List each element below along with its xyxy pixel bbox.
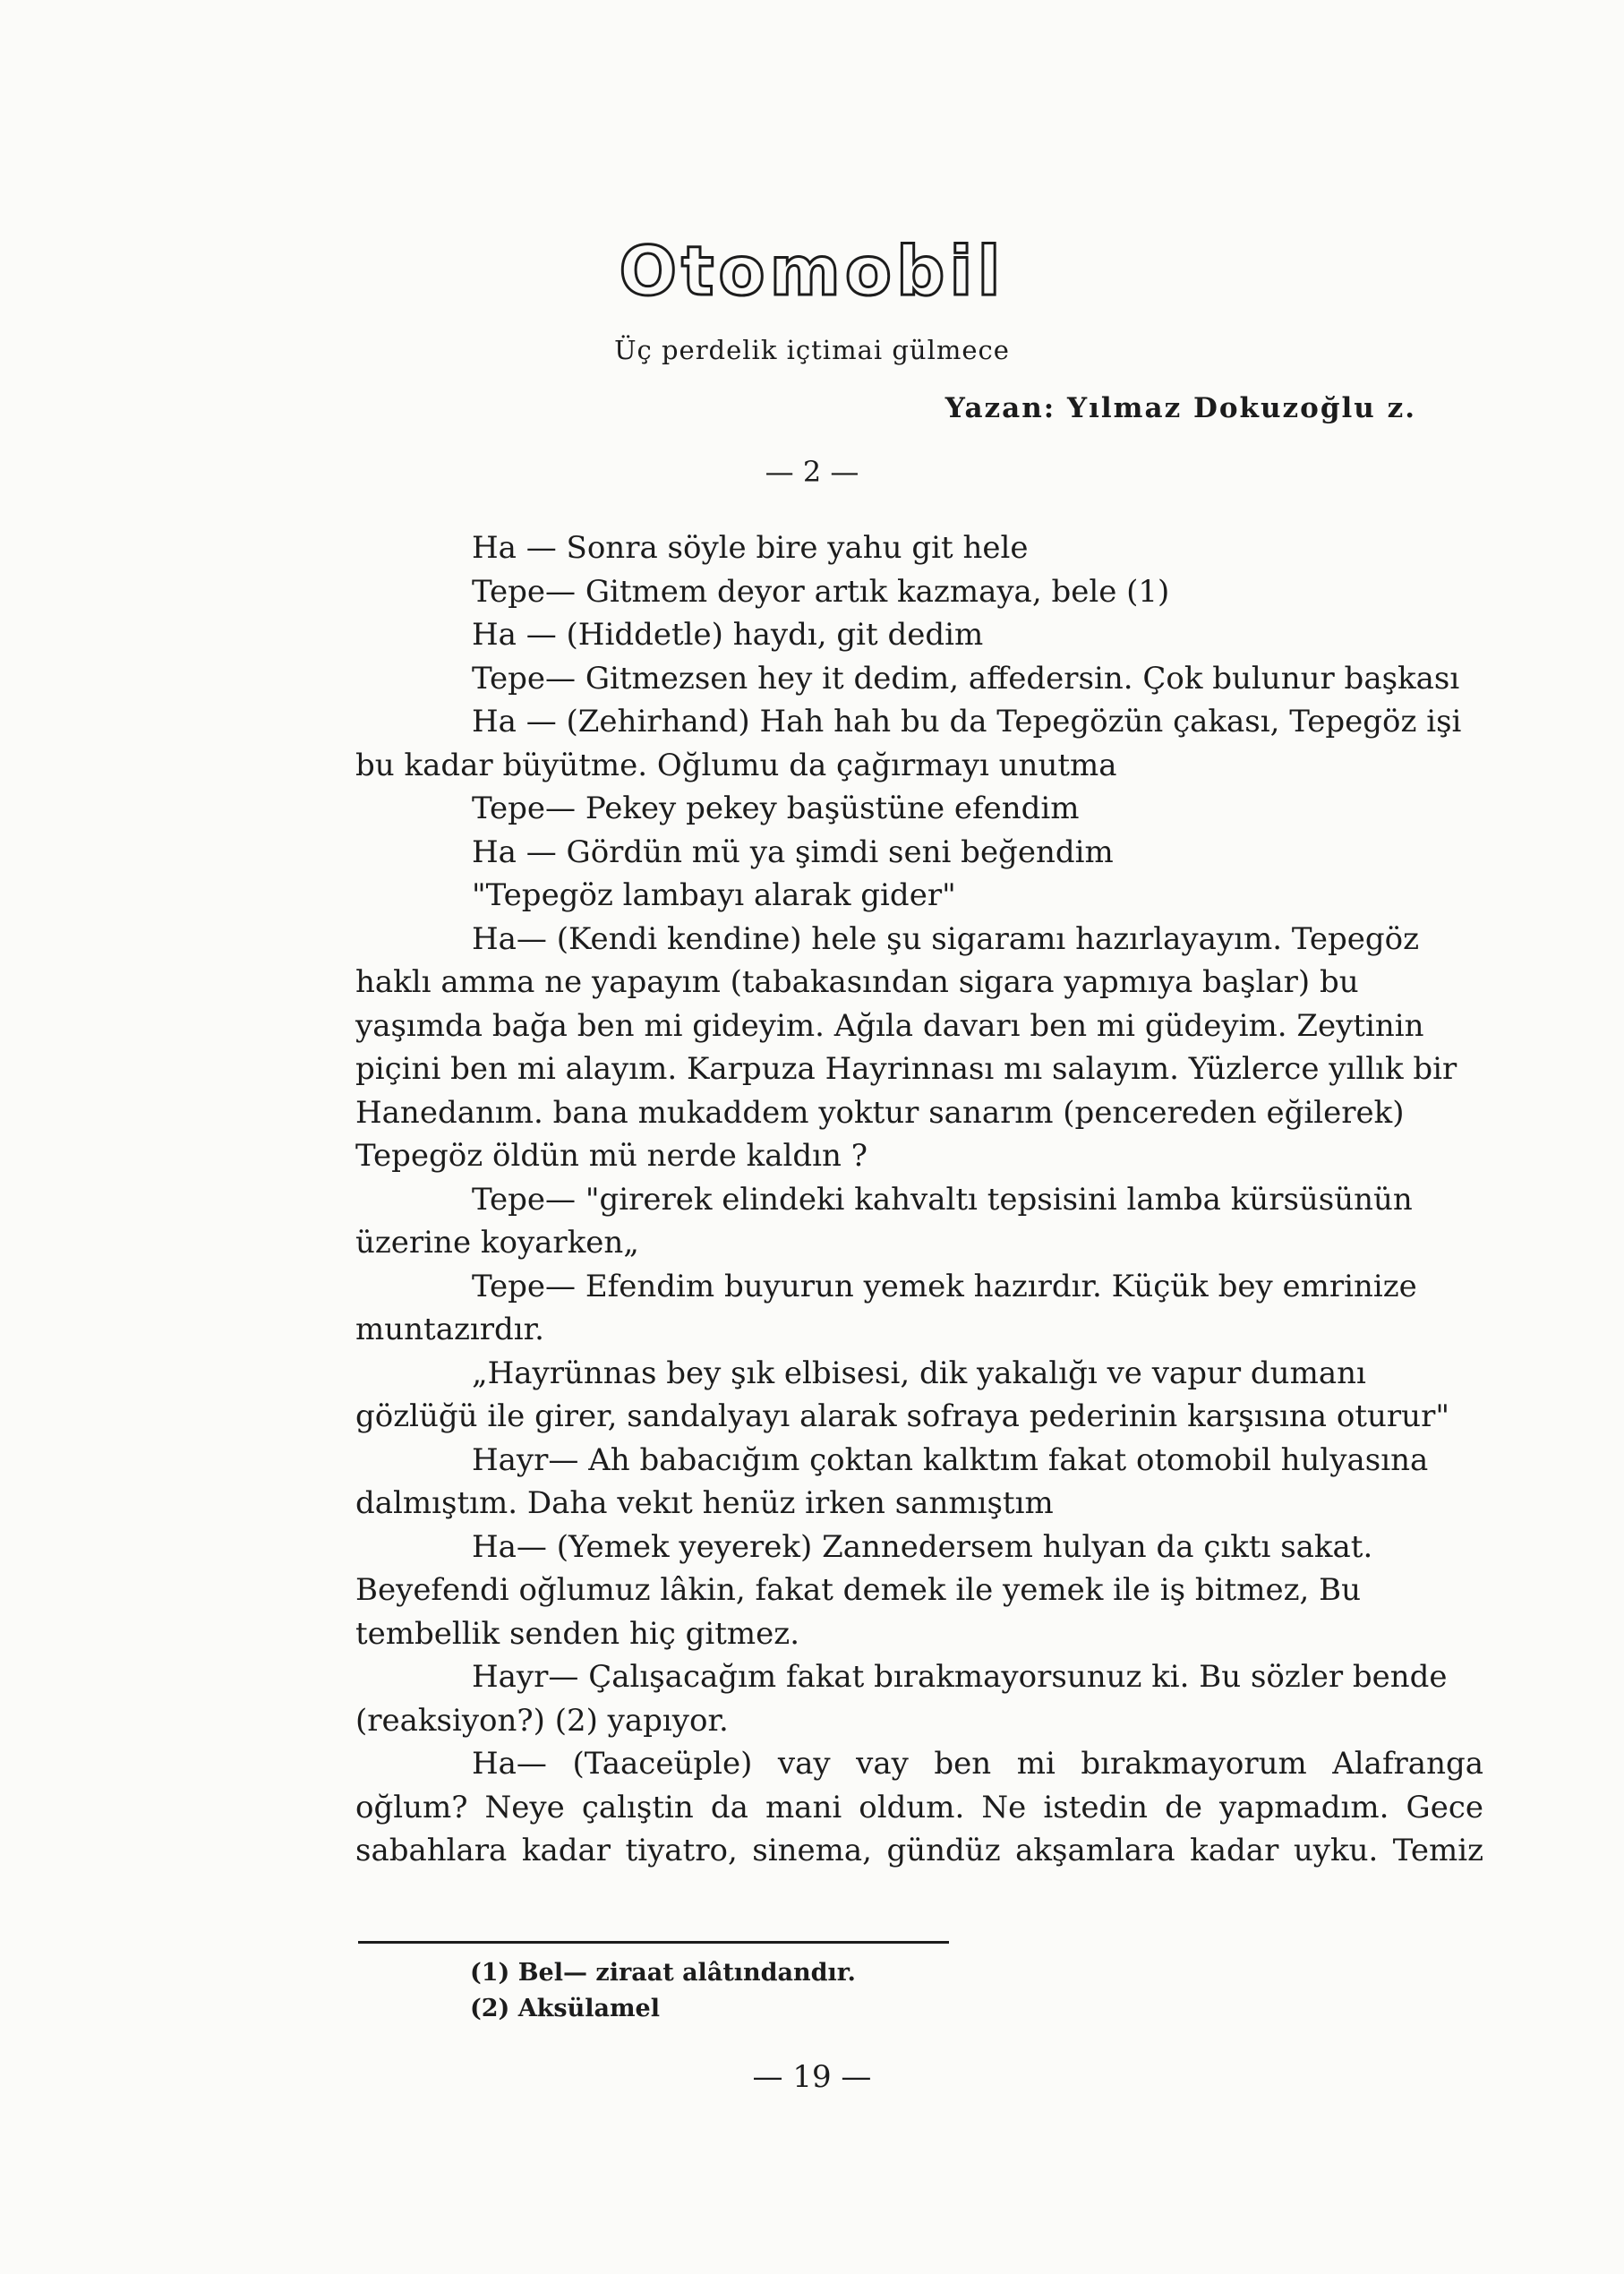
play-text [355, 526, 1483, 1873]
author-line: Yazan: Yılmaz Dokuzoğlu z. [944, 392, 1416, 424]
dialogue-paragraph: Hayr— Çalışacağım fakat bırakmayorsunuz ki. Bu sözler bende (reaksiyon?) (2) yapıyor. [355, 1659, 1448, 1739]
dialogue-paragraph: Ha — Gördün mü ya şimdi seni beğendim [472, 834, 1114, 870]
footnote: (2) Aksülamel [470, 1995, 660, 2022]
dialogue-paragraph: Ha— (Taaceüple) vay vay ben mi bırakmayorum Alafranga oğlum? Neye çalıştin da mani oldum. Ne istedin de yapmadım. Gece sabahlara kadar tiyatro, sinema, gündüz akşamlara kadar uyku. Temiz [355, 1746, 1483, 1868]
play-title: Otomobil [619, 231, 1005, 311]
dialogue-paragraph: Tepe— Gitmezsen hey it dedim, affedersin. Çok bulunur başkası [472, 660, 1460, 697]
footnote-divider [358, 1941, 949, 1944]
footnotes [470, 1955, 856, 2027]
dialogue-paragraph: Tepe— Efendim buyurun yemek hazırdır. Küçük bey emrinize muntazırdır. [355, 1268, 1417, 1347]
dialogue-paragraph: "Tepegöz lambayı alarak gider" [472, 877, 956, 913]
dialogue-paragraph: Ha— (Kendi kendine) hele şu sigaramı hazırlayayım. Tepegöz haklı amma ne yapayım (tabakasından sigara yapmıya başlar) bu yaşımda bağa ben mi gideyim. Ağıla davarı ben mi güdeyim. Zeytinin piçini ben mi alayım. Karpuza Hayrinnası mı salayım. Yüzlerce yıllık bir Hanedanım. bana mukaddem yoktur sanarım (pencereden eğilerek) Tepegöz öldün mü nerde kaldın ? [355, 920, 1457, 1174]
dialogue-paragraph: „Hayrünnas bey şık elbisesi, dik yakalığı ve vapur dumanı gözlüğü ile girer, sandalyayı alarak sofraya pederinin karşısına oturur" [355, 1355, 1449, 1434]
footnote: (1) Bel— ziraat alâtındandır. [470, 1959, 856, 1987]
page-number: — 19 — [752, 2059, 872, 2095]
dialogue-paragraph: Hayr— Ah babacığım çoktan kalktım fakat otomobil hulyasına dalmıştım. Daha vekıt henüz irken sanmıştım [355, 1441, 1429, 1521]
dialogue-paragraph: Ha — (Hiddetle) haydı, git dedim [472, 617, 984, 653]
dialogue-paragraph: Tepe— Gitmem deyor artık kazmaya, bele (1) [472, 573, 1170, 610]
dialogue-paragraph: Tepe— "girerek elindeki kahvaltı tepsisini lamba kürsüsünün üzerine koyarken„ [355, 1181, 1413, 1261]
dialogue-paragraph: Ha — Sonra söyle bire yahu git hele [472, 530, 1029, 566]
dialogue-paragraph: Ha — (Zehirhand) Hah hah bu da Tepegözün çakası, Tepegöz işi bu kadar büyütme. Oğlumu da çağırmayı unutma [355, 704, 1462, 783]
part-number: — 2 — [765, 455, 859, 489]
dialogue-paragraph: Tepe— Pekey pekey başüstüne efendim [472, 791, 1080, 826]
play-subtitle: Üç perdelik içtimai gülmece [614, 335, 1010, 365]
dialogue-paragraph: Ha— (Yemek yeyerek) Zannedersem hulyan da çıktı sakat. Beyefendi oğlumuz lâkin, fakat demek ile yemek ile iş bitmez, Bu tembellik senden hiç gitmez. [355, 1528, 1373, 1652]
